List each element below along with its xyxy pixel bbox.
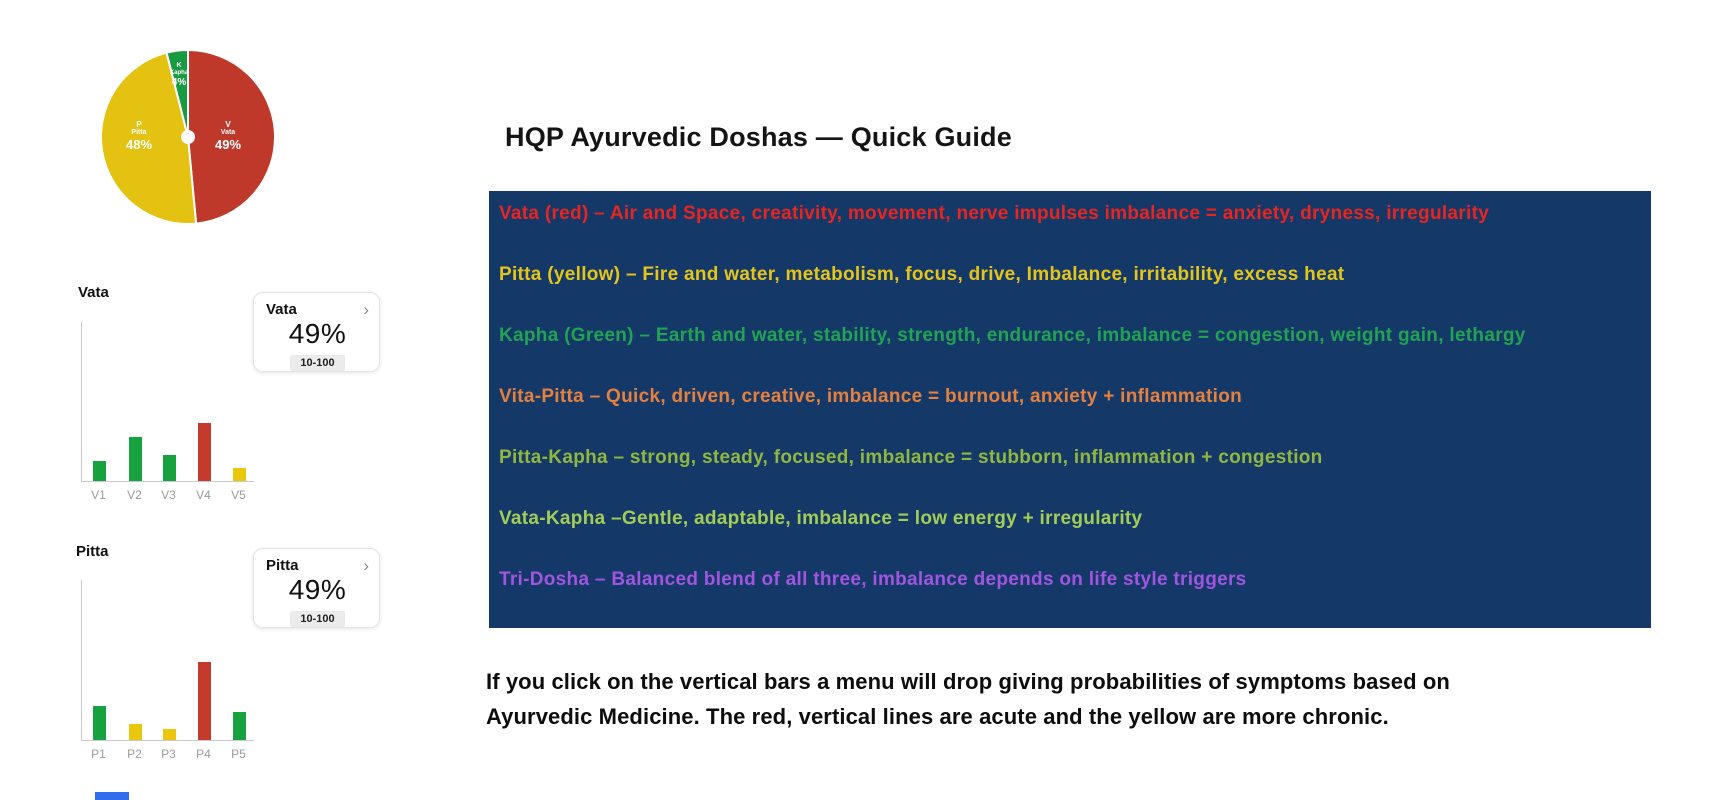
pitta-card-range-badge: 10-100 — [290, 611, 344, 627]
guide-line-2: Pitta (yellow) – Fire and water, metabolism, focus, drive, Imbalance, irritability, excess heat — [499, 264, 1345, 285]
partial-blue-element — [95, 792, 129, 800]
pie-center-hole — [181, 130, 195, 144]
vata-x-axis-labels — [81, 488, 254, 504]
dosha-pie-chart[interactable] — [100, 49, 276, 225]
guide-line-5: Pitta-Kapha – strong, steady, focused, imbalance = stubborn, inflammation + congestion — [499, 447, 1323, 468]
vata-bar-v2[interactable] — [129, 437, 142, 481]
pitta-x-label-p2: P2 — [127, 747, 142, 761]
pitta-x-label-p3: P3 — [161, 747, 176, 761]
pie-label-pitta-key: P — [136, 120, 142, 129]
vata-value-card[interactable] — [253, 292, 380, 372]
vata-bar-chart — [81, 322, 254, 482]
pitta-chart-title: Pitta — [76, 543, 109, 560]
vata-card-range-badge: 10-100 — [290, 355, 344, 371]
footer-instructions — [486, 664, 1606, 734]
vata-bar-v1[interactable] — [93, 461, 106, 481]
footer-line-2: Ayurvedic Medicine. The red, vertical lines are acute and the yellow are more chronic. — [486, 704, 1389, 729]
pie-slice-vata[interactable] — [188, 50, 275, 224]
pitta-bar-p4[interactable] — [198, 662, 211, 740]
pitta-card-value: 49% — [288, 574, 347, 605]
pie-label-pitta-pct: 48% — [125, 137, 153, 152]
pie-label-kapha-key: K — [176, 62, 182, 69]
guide-line-3: Kapha (Green) – Earth and water, stability, strength, endurance, imbalance = congestion, weight gain, lethargy — [499, 325, 1526, 346]
pitta-bar-p5[interactable] — [233, 712, 246, 740]
vata-x-label-v4: V4 — [196, 488, 211, 502]
pitta-x-axis-labels — [81, 747, 254, 763]
pie-label-kapha-pct: 4% — [171, 77, 187, 88]
chevron-right-icon[interactable]: › — [363, 299, 369, 319]
vata-bar-v4[interactable] — [198, 423, 211, 481]
guide-line-4: Vita-Pitta – Quick, driven, creative, imbalance = burnout, anxiety + inflammation — [499, 386, 1243, 407]
vata-bar-v5[interactable] — [233, 468, 246, 481]
pitta-x-label-p4: P4 — [196, 747, 211, 761]
pitta-bar-chart — [81, 580, 254, 741]
footer-line-1: If you click on the vertical bars a menu will drop giving probabilities of symptoms based on — [486, 669, 1450, 694]
guide-line-6: Vata-Kapha –Gentle, adaptable, imbalance = low energy + irregularity — [499, 508, 1143, 529]
vata-x-label-v3: V3 — [161, 488, 176, 502]
dosha-guide-panel — [489, 191, 1651, 628]
pitta-x-label-p1: P1 — [91, 747, 106, 761]
vata-card-label: Vata — [266, 301, 297, 318]
vata-x-label-v2: V2 — [127, 488, 142, 502]
vata-chart-title: Vata — [78, 284, 109, 301]
pitta-card-label: Pitta — [266, 557, 299, 574]
pitta-bar-p3[interactable] — [163, 729, 176, 740]
pitta-value-card[interactable] — [253, 548, 380, 628]
vata-x-label-v5: V5 — [231, 488, 246, 502]
pie-label-vata-key: V — [225, 120, 231, 129]
chevron-right-icon[interactable]: › — [363, 555, 369, 575]
pitta-bar-p1[interactable] — [93, 706, 106, 740]
pie-label-vata-pct: 49% — [214, 137, 242, 152]
vata-bar-v3[interactable] — [163, 455, 176, 481]
pitta-x-label-p5: P5 — [231, 747, 246, 761]
pie-svg — [100, 49, 276, 225]
vata-card-value: 49% — [288, 318, 347, 349]
page-title: HQP Ayurvedic Doshas — Quick Guide — [505, 122, 1012, 152]
pie-label-pitta-name: Pitta — [131, 129, 147, 136]
pie-label-kapha-name: Kapha — [169, 70, 189, 76]
guide-line-7: Tri-Dosha – Balanced blend of all three, imbalance depends on life style triggers — [499, 569, 1247, 590]
guide-line-1: Vata (red) – Air and Space, creativity, movement, nerve impulses imbalance = anxiety, dryness, irregularity — [499, 203, 1490, 224]
vata-x-label-v1: V1 — [91, 488, 106, 502]
pie-label-vata-name: Vata — [220, 129, 236, 136]
pitta-bar-p2[interactable] — [129, 724, 142, 740]
